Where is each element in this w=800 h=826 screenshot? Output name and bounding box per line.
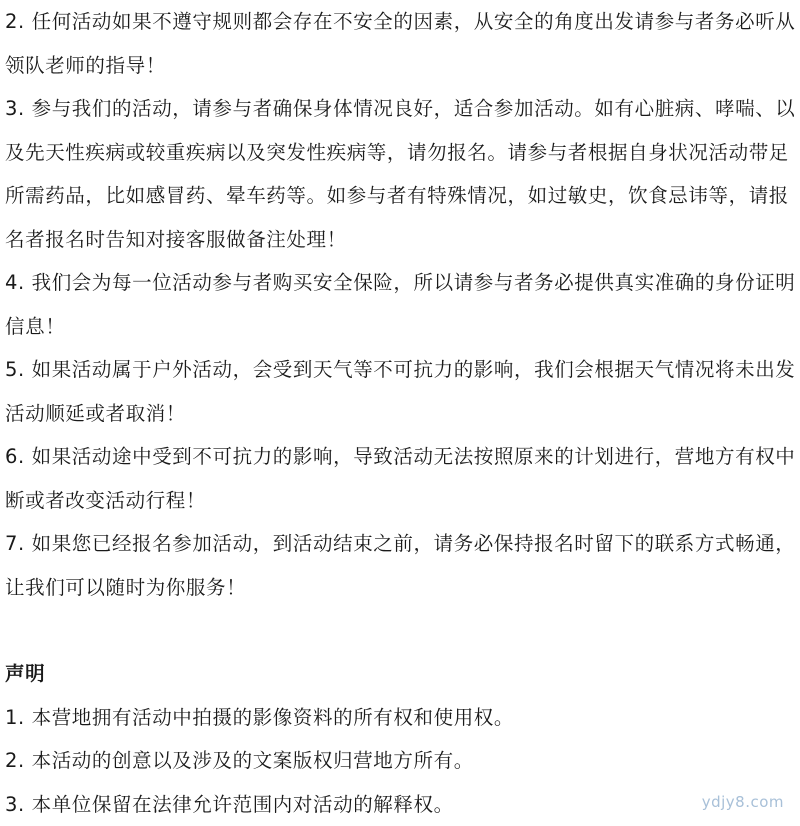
statement-item-3: 3. 本单位保留在法律允许范围内对活动的解释权。	[5, 783, 797, 826]
rule-2: 2. 任何活动如果不遵守规则都会存在不安全的因素，从安全的角度出发请参与者务必听从领队老师的指导！	[5, 0, 797, 87]
section-spacer	[5, 609, 797, 652]
statement-heading: 声明	[5, 652, 797, 696]
rule-3: 3. 参与我们的活动，请参与者确保身体情况良好，适合参加活动。如有心脏病、哮喘、以及先天性疾病或较重疾病以及突发性疾病等，请勿报名。请参与者根据自身状况活动带足所需药品，比如感冒药、晕车药等。如参与者有特殊情况，如过敏史，饮食忌讳等，请报名者报名时告知对接客服做备注处理！	[5, 87, 797, 261]
watermark: ydjy8.com	[702, 793, 784, 811]
rule-5: 5. 如果活动属于户外活动，会受到天气等不可抗力的影响，我们会根据天气情况将未出发活动顺延或者取消！	[5, 348, 797, 435]
statement-item-1: 1. 本营地拥有活动中拍摄的影像资料的所有权和使用权。	[5, 696, 797, 740]
rule-6: 6. 如果活动途中受到不可抗力的影响，导致活动无法按照原来的计划进行，营地方有权中断或者改变活动行程！	[5, 435, 797, 522]
statement-item-2: 2. 本活动的创意以及涉及的文案版权归营地方所有。	[5, 739, 797, 783]
document-body	[5, 0, 797, 826]
rule-4: 4. 我们会为每一位活动参与者购买安全保险，所以请参与者务必提供真实准确的身份证明信息！	[5, 261, 797, 348]
rule-7: 7. 如果您已经报名参加活动，到活动结束之前，请务必保持报名时留下的联系方式畅通，让我们可以随时为你服务！	[5, 522, 797, 609]
